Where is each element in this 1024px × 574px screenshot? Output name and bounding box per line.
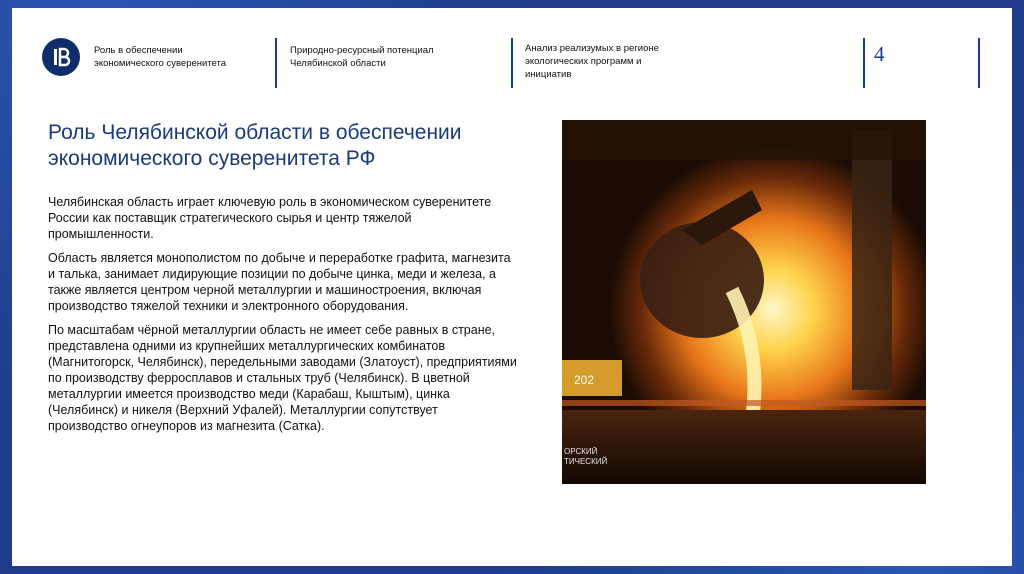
hse-logo	[42, 38, 80, 76]
molten-metal-image	[562, 120, 926, 484]
nav-divider	[511, 38, 513, 88]
nav-divider	[978, 38, 980, 88]
page-title: Роль Челябинской области в обеспечении экономического суверенитета РФ	[48, 121, 462, 170]
page-number: 4	[874, 42, 885, 66]
nav-item-resources[interactable]: Природно-ресурсный потенциал Челябинской области	[290, 45, 434, 69]
nav-divider	[863, 38, 865, 88]
svg-text:ОРСКИЙ ТИЧЕСКИЙ: ОРСКИЙ ТИЧЕСКИЙ	[564, 447, 608, 466]
photo-sign-number: 202	[574, 373, 595, 387]
slide	[12, 8, 1012, 566]
nav-item-role[interactable]: Роль в обеспечении экономического суверенитета	[94, 45, 227, 69]
body-text	[48, 194, 518, 442]
paragraph: Челябинская область играет ключевую роль в экономическом суверенитете России как поставщик стратегического сырья и центр тяжелой промышленности.	[48, 195, 492, 241]
logo-mark-icon	[48, 44, 74, 70]
paragraph: По масштабам чёрной металлургии область не имеет себе равных в стране, представлена одними из крупнейших металлургических комбинатов (Магнитогорск, Челябинск), передельными заводами (Златоуст), предприятиями по производству ферросплавов и стальных труб (Челябинск). В цветной металлургии имеется производство меди (Карабаш, Кыштым), цинка (Челябинск) и никеля (Верхний Уфалей). Металлургии сопутствует производство огнеупоров из магнезита (Сатка).	[48, 323, 517, 433]
paragraph: Область является монополистом по добыче и переработке графита, магнезита и талька, занимает лидирующие позиции по добыче цинка, меди и железа, а также является центром черной металлургии и машиностроения, включая производство тяжелой техники и электронного оборудования.	[48, 251, 511, 313]
steel-plant-photo	[562, 120, 926, 484]
nav-item-ecology[interactable]: Анализ реализумых в регионе экологических программ и инициатив	[525, 43, 659, 80]
nav-divider	[275, 38, 277, 88]
